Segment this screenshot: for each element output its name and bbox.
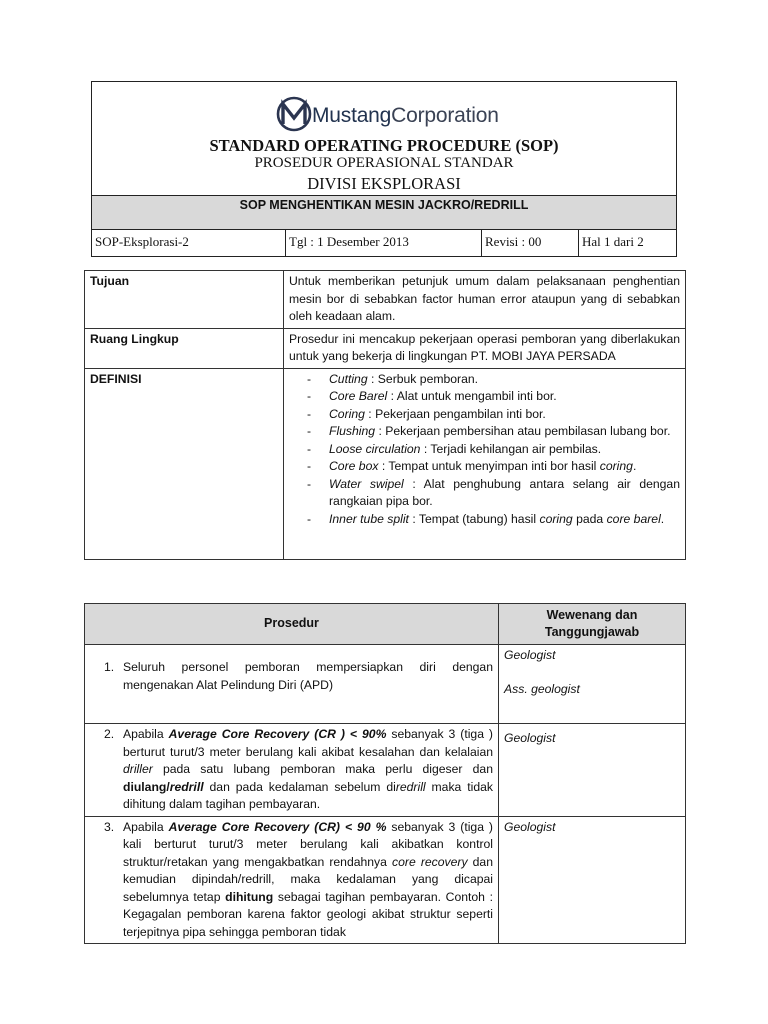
table-row (85, 816, 686, 944)
step-number: 3. (104, 819, 115, 834)
table-row (85, 271, 686, 329)
definisi-desc: : Tempat (tabung) hasil (408, 511, 540, 526)
step-emphasis: Average Core Recovery (CR) < 90 % (168, 819, 387, 834)
sop-page-number: Hal 1 dari 2 (582, 234, 644, 249)
sop-date: Tgl : 1 Desember 2013 (286, 230, 482, 256)
step-text: dan pada kedalaman sebelum di (203, 779, 396, 794)
definisi-term: Core Barel (329, 389, 388, 403)
document-subtitle: PROSEDUR OPERASIONAL STANDAR (254, 155, 514, 171)
role-label: Ass. geologist (504, 681, 580, 696)
definisi-term: Flushing (329, 424, 376, 438)
table-row (85, 724, 686, 817)
step-text: Seluruh personel pemboran mempersiapkan diri dengan mengenakan Alat Pelindung Diri (APD) (123, 660, 493, 692)
column-header-wewenang: Wewenang dan Tanggungjawab (499, 604, 686, 645)
table-row (85, 328, 686, 368)
ruang-lingkup-text: Prosedur ini mencakup pekerjaan operasi pemboran yang diberlakukan untuk yang bekerja di lingkungan PT. MOBI JAYA PERSADA (284, 328, 686, 368)
logo-wordmark (312, 104, 499, 128)
sop-code: SOP-Eksplorasi-2 (92, 230, 286, 256)
company-logo (275, 95, 515, 135)
definisi-desc: : Alat untuk mengambil inti bor. (387, 389, 557, 403)
definisi-desc: : Pekerjaan pembersihan atau pembilasan lubang bor. (375, 424, 671, 438)
logo-brand: Mustang (312, 104, 392, 127)
step-term: driller (123, 762, 153, 776)
list-item (289, 476, 680, 511)
definisi-term: coring (599, 459, 633, 473)
step-emphasis: dihitung (225, 889, 274, 904)
tujuan-text: Untuk memberikan petunjuk umum dalam pelaksanaan penghentian mesin bor di sebabkan factor human error ataupun yang di sebabkan oleh keadaan alam. (284, 271, 686, 329)
sop-revision: Revisi : 00 (482, 230, 579, 256)
table-row (85, 368, 686, 559)
sop-title-band (92, 195, 676, 230)
step-emphasis: Average Core Recovery (CR ) < 90% (168, 727, 387, 741)
list-item (289, 388, 680, 406)
definisi-cell (284, 368, 686, 559)
definisi-desc: : Pekerjaan pengambilan inti bor. (364, 406, 546, 421)
step-roles (499, 645, 686, 724)
procedure-step (85, 645, 499, 724)
step-term: core recovery (392, 854, 468, 869)
definisi-desc: pada (572, 511, 607, 526)
list-item (289, 423, 680, 441)
definisi-term: Water swipel (329, 476, 404, 491)
step-term: redrill (395, 779, 426, 794)
definisi-term: Cutting (329, 371, 368, 386)
step-text: pada satu lubang pemboran maka perlu digeser dan (152, 762, 493, 776)
step-roles (499, 724, 686, 817)
list-item (289, 441, 680, 459)
definisi-term: Core box (329, 459, 379, 473)
definisi-term: coring (539, 511, 573, 526)
definisi-desc: : Alat penghubung antara selang air dengan rangkaian pipa bor. (329, 476, 680, 508)
role-label: Geologist (504, 648, 556, 662)
tujuan-label: Tujuan (85, 271, 284, 329)
list-item (289, 371, 680, 389)
definisi-desc: : Serbuk pemboran. (367, 371, 479, 386)
division-name: DIVISI EKSPLORASI (307, 174, 461, 193)
list-item (289, 458, 680, 476)
definisi-label: DEFINISI (85, 368, 284, 559)
mustang-logo-icon (275, 95, 313, 133)
definisi-term: Inner tube split (329, 511, 409, 526)
definisi-term: core barel (606, 511, 661, 526)
definisi-desc: : Terjadi kehilangan air pembilas. (420, 441, 602, 456)
step-number: 2. (104, 727, 115, 741)
definisi-list (289, 371, 680, 529)
step-emphasis: diulang/ (123, 779, 170, 794)
procedure-step (85, 724, 499, 817)
step-text: sebanyak 3 (tiga ) kali berturut turut/3 meter berulang kali akibatkan kontrol struktur/retakan yang mengakbatkan rendahnya (123, 819, 493, 869)
sop-header (91, 81, 677, 257)
step-emphasis: redrill (169, 779, 204, 794)
definisi-desc: : Tempat untuk menyimpan inti bor hasil (378, 459, 600, 473)
ruang-lingkup-label: Ruang Lingkup (85, 328, 284, 368)
procedure-step (85, 816, 499, 944)
step-text: sebanyak 3 (tiga ) berturut turut/3 meter berulang kali akibat kesalahan dan kelalaian (123, 727, 493, 759)
step-text: Apabila (123, 727, 169, 741)
column-header-prosedur: Prosedur (85, 604, 499, 645)
sop-title: SOP MENGHENTIKAN MESIN JACKRO/REDRILL (239, 198, 529, 212)
step-number: 1. (104, 660, 115, 674)
role-label: Geologist (504, 819, 556, 834)
list-item (289, 511, 680, 529)
info-table (84, 270, 686, 560)
document-title: STANDARD OPERATING PROCEDURE (SOP) (209, 136, 559, 155)
step-text: dan kemudian dipindah/redrill, maka kedalaman yang dicapai sebelumnya tetap (123, 854, 493, 904)
step-text: maka tidak dihitung dalam tagihan pembayaran. (123, 779, 493, 811)
list-item (289, 406, 680, 424)
definisi-desc: . (660, 511, 665, 526)
logo-suffix: Corporation (391, 104, 499, 127)
definisi-term: Coring (329, 406, 365, 421)
step-text: Apabila (123, 819, 169, 834)
definisi-desc: . (632, 459, 637, 473)
step-text: sebagai tagihan pembayaran. Contoh : Kegagalan pemboran karena faktor geologi akibat struktur seperti terjepitnya pipa sehingga pemboran tidak (123, 889, 493, 939)
procedure-table (84, 603, 686, 944)
meta-row (92, 230, 676, 256)
table-header-row (85, 604, 686, 645)
step-roles (499, 816, 686, 944)
role-label: Geologist (504, 731, 556, 745)
definisi-term: Loose circulation (329, 441, 421, 456)
table-row (85, 645, 686, 724)
